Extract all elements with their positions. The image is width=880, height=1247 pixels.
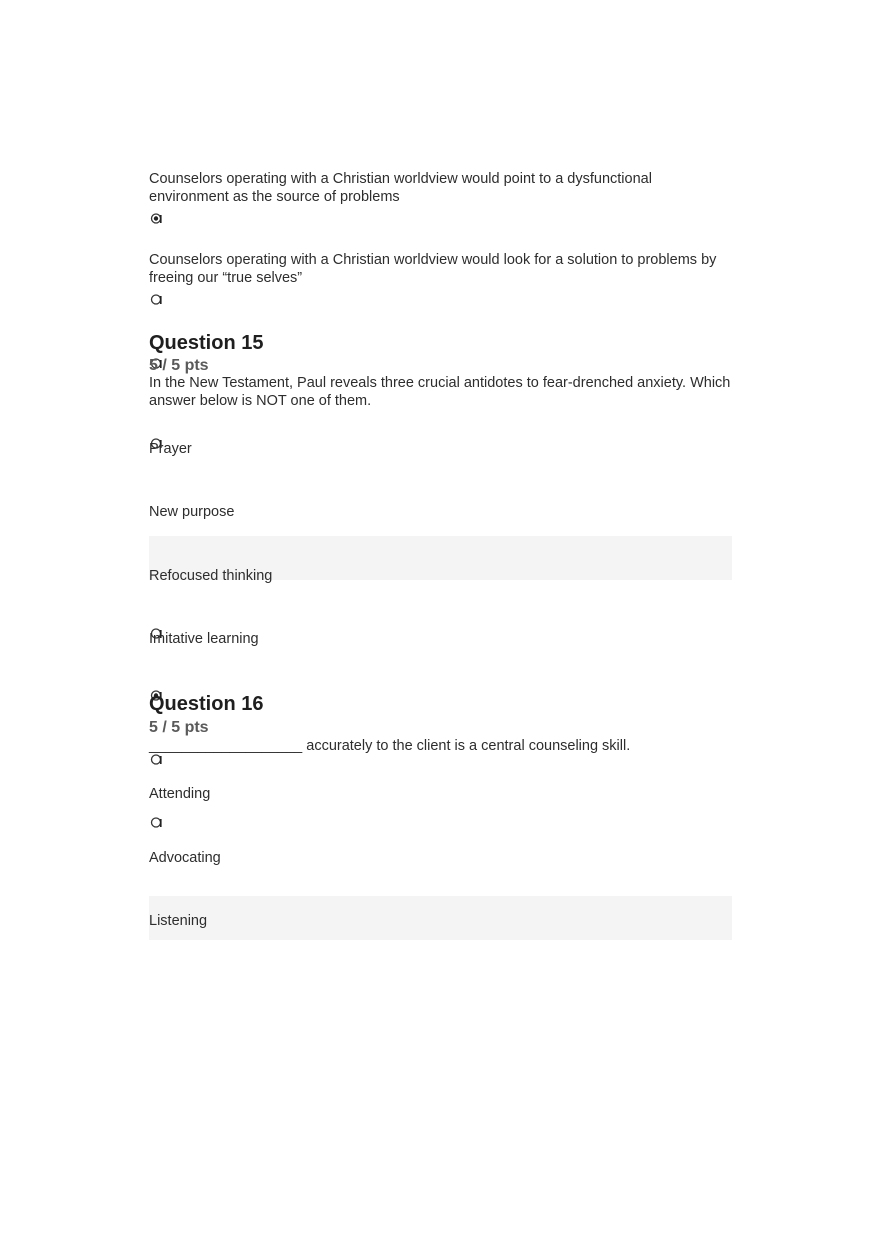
radio-selected-icon[interactable] bbox=[150, 212, 163, 225]
radio-icon[interactable] bbox=[150, 753, 163, 766]
question-points: 5 / 5 pts bbox=[149, 357, 209, 374]
answer-option-text: Attending bbox=[149, 786, 211, 802]
radio-icon[interactable] bbox=[150, 293, 163, 306]
answer-option-text: Counselors operating with a Christian worldview would look for a solution to problems by freeing our “true selves” bbox=[149, 252, 717, 286]
answer-option-text: Advocating bbox=[149, 850, 221, 866]
answer-option-text: Prayer bbox=[149, 441, 192, 457]
question-prompt: ___________________ accurately to the client is a central counseling skill. bbox=[149, 738, 631, 754]
question-points: 5 / 5 pts bbox=[149, 719, 209, 736]
answer-option-text: Refocused thinking bbox=[149, 568, 273, 584]
radio-icon[interactable] bbox=[150, 816, 163, 829]
question-prompt: In the New Testament, Paul reveals three crucial antidotes to fear-drenched anxiety. Which answer below is NOT one of them. bbox=[149, 375, 731, 409]
answer-option-text: Listening bbox=[149, 913, 208, 929]
question-title: Question 16 bbox=[149, 693, 264, 715]
question-title: Question 15 bbox=[149, 332, 264, 354]
answer-option-text: New purpose bbox=[149, 504, 235, 520]
answer-option-text: Imitative learning bbox=[149, 631, 259, 647]
answer-option-text: Counselors operating with a Christian worldview would point to a dysfunctional environment as the source of problems bbox=[149, 171, 652, 205]
